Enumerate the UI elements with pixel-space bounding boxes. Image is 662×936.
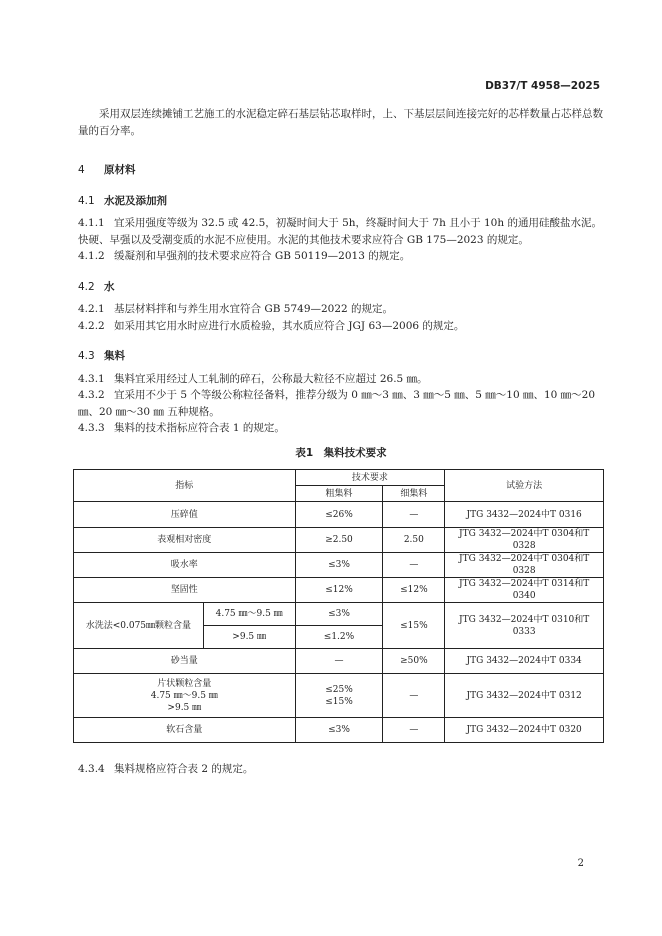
document-id: DB37/T 4958—2025: [485, 80, 600, 92]
row-label: 坚固性: [74, 578, 296, 603]
section-title: 原材料: [104, 164, 136, 176]
clause-4-2-1: [78, 301, 604, 318]
clause-4-3-2: [78, 387, 604, 420]
fine-value: —: [383, 718, 445, 743]
method-value: JTG 3432—2024中T 0334: [445, 649, 604, 674]
fine-value: ≤15%: [383, 603, 445, 649]
row-label: [74, 674, 296, 718]
section-title: 水: [104, 280, 115, 293]
coarse-value: —: [295, 649, 383, 674]
table-row: [74, 553, 604, 578]
coarse-value: ≤3%: [295, 718, 383, 743]
clause-text: 集料规格应符合表 2 的规定。: [114, 763, 254, 775]
section-number: 4.3: [78, 350, 95, 362]
page-number: 2: [577, 858, 584, 869]
clause-number: 4.3.2: [78, 389, 105, 401]
fine-value: 2.50: [383, 528, 445, 553]
coarse-value: [295, 674, 383, 718]
method-value: JTG 3432—2024中T 0316: [445, 502, 604, 528]
row-label: 吸水率: [74, 553, 296, 578]
clause-4-1-1: [78, 215, 604, 248]
row-label: 砂当量: [74, 649, 296, 674]
flaky-sub-label: >9.5 ㎜: [167, 702, 202, 713]
coarse-value: ≤1.2%: [295, 626, 383, 649]
clause-text: 宜采用不少于 5 个等级公称粒径备料，推荐分级为 0 ㎜～3 ㎜、3 ㎜～5 ㎜、5 ㎜～10 ㎜、10 ㎜～20 ㎜、20 ㎜～30 ㎜ 五种规格。: [78, 389, 596, 418]
coarse-value: ≥2.50: [295, 528, 383, 553]
clause-number: 4.2.1: [78, 303, 105, 315]
clause-text: 如采用其它用水时应进行水质检验，其水质应符合 JGJ 63—2006 的规定。: [114, 319, 465, 332]
clause-4-1-2: [78, 248, 604, 265]
coarse-value-1: ≤25%: [325, 684, 353, 695]
fine-header: 细集料: [383, 486, 445, 502]
section-4-heading: [78, 162, 604, 179]
flaky-label: 片状颗粒含量: [157, 678, 212, 689]
coarse-value: ≤12%: [295, 578, 383, 603]
row-label: 表观相对密度: [74, 528, 296, 553]
section-title: 集料: [104, 350, 125, 362]
method-value: JTG 3432—2024中T 0310和T 0333: [445, 603, 604, 649]
clause-text: 集料的技术指标应符合表 1 的规定。: [114, 422, 285, 434]
row-label: 软石含量: [74, 718, 296, 743]
clause-number: 4.1.1: [78, 217, 105, 229]
page-content: [78, 106, 604, 778]
clause-4-3-1: [78, 371, 604, 388]
section-number: 4: [78, 164, 85, 176]
clause-number: 4.3.4: [78, 763, 105, 775]
table-row: [74, 674, 604, 718]
indicator-header: 指标: [74, 470, 296, 502]
clause-4-3-4: [78, 761, 604, 778]
method-header: 试验方法: [445, 470, 604, 502]
row-label: 压碎值: [74, 502, 296, 528]
clause-number: 4.2.2: [78, 319, 105, 332]
table-row: [74, 649, 604, 674]
coarse-value: ≤3%: [295, 553, 383, 578]
method-value: JTG 3432—2024中T 0314和T 0340: [445, 578, 604, 603]
method-value: JTG 3432—2024中T 0304和T 0328: [445, 553, 604, 578]
row-label: 水洗法<0.075㎜颗粒含量: [74, 603, 204, 649]
clause-text: 缓凝剂和早强剂的技术要求应符合 GB 50119—2013 的规定。: [114, 250, 411, 262]
coarse-value: ≤26%: [295, 502, 383, 528]
section-title: 水泥及添加剂: [104, 194, 167, 207]
table-row: [74, 502, 604, 528]
clause-text: 集料宜采用经过人工轧制的碎石，公称最大粒径不应超过 26.5 ㎜。: [114, 372, 428, 385]
coarse-value-2: ≤15%: [325, 696, 353, 707]
clause-number: 4.3.1: [78, 372, 105, 385]
clause-text: 基层材料拌和与养生用水宜符合 GB 5749—2022 的规定。: [114, 303, 394, 315]
coarse-header: 粗集料: [295, 486, 383, 502]
table-row: [74, 718, 604, 743]
section-number: 4.1: [78, 194, 95, 207]
table-1-title: 表1 集料技术要求: [295, 446, 387, 459]
section-number: 4.2: [78, 280, 95, 293]
method-value: JTG 3432—2024中T 0320: [445, 718, 604, 743]
table-row: [74, 470, 604, 486]
sub-label: >9.5 ㎜: [203, 626, 295, 649]
sub-label: 4.75 ㎜～9.5 ㎜: [203, 603, 295, 626]
section-4-2-heading: [78, 279, 604, 296]
intro-paragraph: 采用双层连续摊铺工艺施工的水泥稳定碎石基层钻芯取样时，上、下基层层间连接完好的芯样数量占芯样总数量的百分率。: [78, 108, 603, 137]
clause-4-2-2: [78, 318, 604, 335]
clause-number: 4.3.3: [78, 422, 105, 434]
clause-4-3-3: [78, 420, 604, 437]
clause-number: 4.1.2: [78, 250, 105, 262]
coarse-value: ≤3%: [295, 603, 383, 626]
fine-value: —: [383, 674, 445, 718]
table-row: [74, 528, 604, 553]
method-value: JTG 3432—2024中T 0304和T 0328: [445, 528, 604, 553]
flaky-sub-label: 4.75 ㎜～9.5 ㎜: [150, 690, 218, 701]
fine-value: —: [383, 553, 445, 578]
fine-value: ≤12%: [383, 578, 445, 603]
clause-text: 宜采用强度等级为 32.5 或 42.5，初凝时间大于 5h，终凝时间大于 7h 且小于 10h 的通用硅酸盐水泥。快硬、早强以及受潮变质的水泥不应使用。水泥的其他技术要求应符合 GB 175—2023 的规定。: [78, 217, 602, 246]
aggregate-requirements-table: [73, 469, 604, 743]
fine-value: ≥50%: [383, 649, 445, 674]
section-4-3-heading: [78, 348, 604, 365]
table-row: [74, 603, 604, 626]
tech-req-header: 技术要求: [295, 470, 445, 486]
method-value: JTG 3432—2024中T 0312: [445, 674, 604, 718]
table-row: [74, 578, 604, 603]
section-4-1-heading: [78, 193, 604, 210]
fine-value: —: [383, 502, 445, 528]
